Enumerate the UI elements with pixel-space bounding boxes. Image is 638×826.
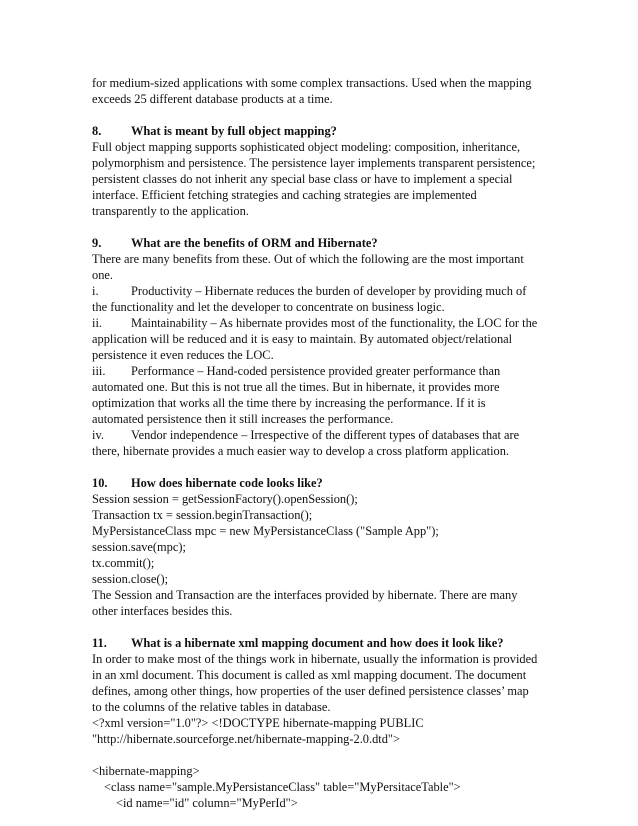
code-line: tx.commit(); bbox=[92, 556, 155, 570]
code-line: session.save(mpc); bbox=[92, 540, 186, 554]
list-item-vendor-independence bbox=[92, 427, 550, 443]
answer-line: to the columns of the relative tables in database. bbox=[92, 700, 331, 714]
list-item-continuation: automated one. But this is not true all the times. But in hibernate, it provides more bbox=[92, 380, 500, 394]
xml-line: <class name="sample.MyPersistanceClass" table="MyPersitaceTable"> bbox=[104, 780, 461, 794]
question-11-heading bbox=[92, 635, 550, 651]
list-item-continuation: automated persistence then it still increases the performance. bbox=[92, 412, 394, 426]
list-marker: ii. bbox=[92, 316, 102, 330]
list-item-continuation: there, hibernate provides a much easier way to develop a cross platform application. bbox=[92, 444, 509, 458]
question-title: How does hibernate code looks like? bbox=[131, 476, 323, 490]
answer-line: defines, among other things, how properties of the user defined persistence classes’ map bbox=[92, 684, 529, 698]
list-item-continuation: optimization that works all the time there by increasing the performance. If it is bbox=[92, 396, 486, 410]
question-number: 11. bbox=[92, 636, 107, 650]
code-line: MyPersistanceClass mpc = new MyPersistanceClass ("Sample App"); bbox=[92, 524, 439, 538]
xml-line: <?xml version="1.0"?> <!DOCTYPE hibernate-mapping PUBLIC bbox=[92, 716, 424, 730]
intro-line: exceeds 25 different database products at a time. bbox=[92, 92, 333, 106]
list-item-text: Performance – Hand-coded persistence provided greater performance than bbox=[131, 364, 501, 378]
question-number: 8. bbox=[92, 124, 102, 138]
list-marker: i. bbox=[92, 284, 99, 298]
question-title: What is a hibernate xml mapping document and how does it look like? bbox=[131, 636, 504, 650]
question-title: What are the benefits of ORM and Hibernate? bbox=[131, 236, 378, 250]
question-title: What is meant by full object mapping? bbox=[131, 124, 337, 138]
list-marker: iv. bbox=[92, 428, 104, 442]
answer-line: persistent classes do not inherit any special base class or have to implement a special bbox=[92, 172, 513, 186]
list-item-continuation: the functionality and let the developer to concentrate on business logic. bbox=[92, 300, 445, 314]
list-item-maintainability bbox=[92, 315, 550, 331]
answer-line: The Session and Transaction are the interfaces provided by hibernate. There are many bbox=[92, 588, 518, 602]
question-8-heading bbox=[92, 123, 550, 139]
question-9-heading bbox=[92, 235, 550, 251]
question-10-heading bbox=[92, 475, 550, 491]
answer-line: polymorphism and persistence. The persistence layer implements transparent persistence; bbox=[92, 156, 536, 170]
list-item-performance bbox=[92, 363, 550, 379]
question-number: 9. bbox=[92, 236, 102, 250]
code-line: session.close(); bbox=[92, 572, 169, 586]
list-item-text: Vendor independence – Irrespective of the different types of databases that are bbox=[131, 428, 520, 442]
code-line: Session session = getSessionFactory().openSession(); bbox=[92, 492, 358, 506]
answer-line: There are many benefits from these. Out of which the following are the most important bbox=[92, 252, 524, 266]
answer-line: one. bbox=[92, 268, 113, 282]
list-item-productivity bbox=[92, 283, 550, 299]
intro-line: for medium-sized applications with some complex transactions. Used when the mapping bbox=[92, 76, 532, 90]
code-line: Transaction tx = session.beginTransaction(); bbox=[92, 508, 313, 522]
answer-line: transparently to the application. bbox=[92, 204, 249, 218]
xml-line: <hibernate-mapping> bbox=[92, 764, 200, 778]
list-item-continuation: persistence it even reduces the LOC. bbox=[92, 348, 274, 362]
list-item-continuation: application will be reduced and it is easy to maintain. By automated object/relational bbox=[92, 332, 513, 346]
answer-line: interface. Efficient fetching strategies and caching strategies are implemented bbox=[92, 188, 477, 202]
answer-line: other interfaces besides this. bbox=[92, 604, 233, 618]
page-content bbox=[92, 75, 550, 811]
list-marker: iii. bbox=[92, 364, 106, 378]
xml-line: <id name="id" column="MyPerId"> bbox=[116, 796, 298, 810]
answer-line: Full object mapping supports sophisticated object modeling: composition, inheritance, bbox=[92, 140, 521, 154]
answer-line: in an xml document. This document is called as xml mapping document. The document bbox=[92, 668, 527, 682]
answer-line: In order to make most of the things work in hibernate, usually the information is provided bbox=[92, 652, 538, 666]
xml-line: "http://hibernate.sourceforge.net/hibernate-mapping-2.0.dtd"> bbox=[92, 732, 400, 746]
list-item-text: Maintainability – As hibernate provides most of the functionality, the LOC for the bbox=[131, 316, 538, 330]
question-number: 10. bbox=[92, 476, 108, 490]
list-item-text: Productivity – Hibernate reduces the burden of developer by providing much of bbox=[131, 284, 527, 298]
